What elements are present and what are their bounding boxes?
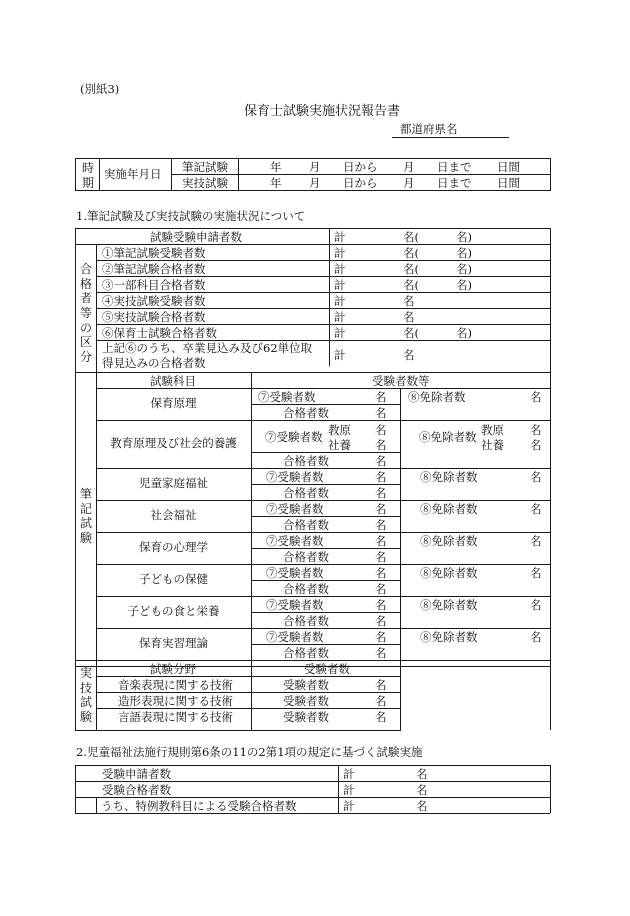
practical-unit: 名 <box>375 678 387 692</box>
rule-v <box>338 765 339 813</box>
exempt-label: ⑧免除者数 <box>420 534 478 548</box>
group-row-close: 名) <box>456 278 472 292</box>
unit: 名 <box>375 630 387 644</box>
period-month2: 月 <box>403 160 415 174</box>
rule-h <box>75 813 550 814</box>
rule-v <box>400 564 401 596</box>
rule-h <box>96 468 550 469</box>
group-row-unit: 名 <box>403 294 415 308</box>
rule-v <box>96 797 97 813</box>
unit: 名 <box>530 566 542 580</box>
group-row-kei: 計 <box>334 294 346 308</box>
group-row-unit: 名( <box>403 278 419 292</box>
subject-name: 保育原理 <box>150 396 197 410</box>
practical-field-header: 試験分野 <box>150 662 196 676</box>
period-side-label: 時期 <box>81 161 94 190</box>
subject-name: 教育原理及び社会的養護 <box>110 436 237 450</box>
rule-h <box>75 781 550 782</box>
rule-h <box>96 628 550 629</box>
rule-v <box>251 660 252 730</box>
rule-h <box>96 388 550 389</box>
unit: 名 <box>530 470 542 484</box>
section2-row-unit: 名 <box>416 783 428 797</box>
rule-h <box>75 228 550 229</box>
unit: 名 <box>375 518 387 532</box>
group-row-label: ⑥保育士試験合格者数 <box>102 326 217 340</box>
shayo-label: 社養 <box>328 438 351 452</box>
unit: 名 <box>375 646 387 660</box>
rule-h <box>96 596 550 597</box>
unit: 名 <box>530 534 542 548</box>
rule-v <box>550 765 551 813</box>
unit: 名 <box>375 486 387 500</box>
subject-name: 保育実習理論 <box>139 636 208 650</box>
examinees-label: ⑦受験者数 <box>266 502 324 516</box>
exempt-label: ⑧免除者数 <box>420 598 478 612</box>
group-row-label: ②筆記試験合格者数 <box>102 262 206 276</box>
group-row-unit: 名 <box>403 310 415 324</box>
period-from: 日から <box>343 176 378 190</box>
unit: 名 <box>375 502 387 516</box>
rule-h <box>96 308 550 309</box>
special-row-line1: 上記⑥のうち、卒業見込み及び62単位取 <box>102 341 313 355</box>
special-row-unit: 名 <box>403 348 415 362</box>
period-days: 日間 <box>497 176 520 190</box>
written-side-label: 筆記試験 <box>79 487 92 545</box>
rule-v <box>550 660 551 730</box>
rule-h <box>96 692 400 693</box>
group-row-label: ③一部科目合格者数 <box>102 278 206 292</box>
group-row-close: 名) <box>456 246 472 260</box>
period-row-name: 筆記試験 <box>182 160 228 174</box>
period-until: 日まで <box>437 176 472 190</box>
rule-h <box>96 260 550 261</box>
section2-row-label: 受験申請者数 <box>102 767 171 781</box>
rule-h <box>96 324 550 325</box>
unit: 名 <box>375 406 387 420</box>
rule-h <box>96 420 550 421</box>
unit: 名 <box>530 630 542 644</box>
group-row-kei: 計 <box>334 262 346 276</box>
section1-heading: 1.筆記試験及び実技試験の実施状況について <box>76 209 306 223</box>
exempt-label: ⑧免除者数 <box>420 630 478 644</box>
rule-h <box>75 372 550 373</box>
group-row-kei: 計 <box>334 278 346 292</box>
examinees-label: ⑦受験者数 <box>266 470 324 484</box>
unit: 名 <box>530 598 542 612</box>
period-month: 月 <box>309 160 321 174</box>
period-until: 日まで <box>437 160 472 174</box>
attachment-label: (別紙3) <box>80 82 120 96</box>
rule-h <box>75 797 550 798</box>
subject-name: 保育の心理学 <box>139 540 208 554</box>
section2-row-unit: 名 <box>416 799 428 813</box>
group-row-unit: 名( <box>403 326 419 340</box>
unit: 名 <box>375 566 387 580</box>
group-row-unit: 名( <box>403 262 419 276</box>
period-row-name: 実技試験 <box>182 176 228 190</box>
practical-count-label: 受験者数 <box>283 694 329 708</box>
kyogen-label: 教原 <box>481 423 504 437</box>
period-row-label: 実施年月日 <box>104 167 162 181</box>
rule-h <box>251 452 400 453</box>
applicants-close: 名) <box>456 230 472 244</box>
section2-row-kei: 計 <box>343 783 355 797</box>
passed-label: 合格者数 <box>283 582 329 596</box>
practical-count-label: 受験者数 <box>283 710 329 724</box>
page-title: 保育士試験実施状況報告書 <box>244 104 401 119</box>
rule-h <box>75 765 550 766</box>
group-row-label: ④実技試験受験者数 <box>102 294 206 308</box>
group-row-kei: 計 <box>334 310 346 324</box>
rule-h <box>96 532 550 533</box>
exempt-label: ⑧免除者数 <box>419 430 477 444</box>
period-year: 年 <box>270 160 282 174</box>
period-month: 月 <box>309 176 321 190</box>
passed-label: 合格者数 <box>283 406 329 420</box>
group-row-kei: 計 <box>334 246 346 260</box>
passed-label: 合格者数 <box>283 550 329 564</box>
special-row-line2: 得見込みの合格者数 <box>102 356 206 370</box>
rule-h <box>96 676 400 677</box>
exempt-label: ⑧免除者数 <box>420 470 478 484</box>
group-row-close: 名) <box>456 262 472 276</box>
rule-h <box>251 484 400 485</box>
unit: 名 <box>375 423 387 437</box>
subject-name: 社会福祉 <box>150 508 197 522</box>
practical-field: 言語表現に関する技術 <box>118 710 233 724</box>
examinees-label: ⑦受験者数 <box>258 390 316 404</box>
rule-v <box>329 228 330 366</box>
practical-field: 音楽表現に関する技術 <box>118 678 233 692</box>
rule-v <box>75 660 76 730</box>
practical-side-label: 実技試験 <box>79 666 92 724</box>
group-side-label: 合格者等の区分 <box>79 262 92 364</box>
unit: 名 <box>375 534 387 548</box>
unit: 名 <box>375 390 387 404</box>
rule-h <box>75 244 550 245</box>
examinees-label: ⑦受験者数 <box>266 566 324 580</box>
period-days: 日間 <box>497 160 520 174</box>
written-subject-header: 試験科目 <box>150 374 196 388</box>
exempt-label: ⑧免除者数 <box>408 390 466 404</box>
unit: 名 <box>375 550 387 564</box>
section2-row-kei: 計 <box>343 799 355 813</box>
rule-h <box>400 660 550 661</box>
period-month2: 月 <box>403 176 415 190</box>
rule-h <box>96 708 400 709</box>
examinees-label: ⑦受験者数 <box>266 598 324 612</box>
period-from: 日から <box>343 160 378 174</box>
rule-h <box>96 292 550 293</box>
rule-v <box>400 532 401 564</box>
rule-v <box>251 372 252 666</box>
section2-row-unit: 名 <box>416 767 428 781</box>
rule-v <box>400 420 401 468</box>
group-row-kei: 計 <box>334 326 346 340</box>
examinees-label: ⑦受験者数 <box>266 630 324 644</box>
unit: 名 <box>375 582 387 596</box>
rule-h <box>251 580 400 581</box>
rule-v <box>400 596 401 628</box>
rule-h <box>251 404 400 405</box>
section2-row-kei: 計 <box>343 767 355 781</box>
practical-count-label: 受験者数 <box>283 678 329 692</box>
passed-label: 合格者数 <box>283 486 329 500</box>
prefecture-label: 都道府県名 <box>400 122 458 136</box>
rule-h <box>251 612 400 613</box>
rule-h <box>251 644 400 645</box>
rule-v <box>400 500 401 532</box>
unit: 名 <box>375 614 387 628</box>
written-counts-header: 受験者数等 <box>372 374 430 388</box>
unit: 名 <box>530 438 542 452</box>
rule-v <box>400 468 401 500</box>
unit: 名 <box>530 502 542 516</box>
section2-row-label: 受験合格者数 <box>102 783 171 797</box>
rule-h <box>75 730 401 731</box>
rule-h <box>96 276 550 277</box>
subject-name: 子どもの保健 <box>139 572 208 586</box>
section2-heading: 2.児童福祉法施行規則第6条の11の2第1項の規定に基づく試験実施 <box>76 745 423 759</box>
rule-h <box>96 500 550 501</box>
unit: 名 <box>530 423 542 437</box>
section2-row-label: うち、特例教科目による受験合格者数 <box>101 799 297 813</box>
passed-label: 合格者数 <box>283 614 329 628</box>
unit: 名 <box>375 454 387 468</box>
rule-v <box>96 660 97 730</box>
unit: 名 <box>375 598 387 612</box>
subject-name: 児童家庭福祉 <box>139 476 208 490</box>
practical-unit: 名 <box>375 710 387 724</box>
applicants-label: 試験受験申請者数 <box>150 230 242 244</box>
practical-field: 造形表現に関する技術 <box>118 694 233 708</box>
practical-counts-header: 受験者数 <box>304 662 350 676</box>
applicants-kei: 計 <box>334 230 346 244</box>
examinees-label: ⑦受験者数 <box>265 430 323 444</box>
kyogen-label: 教原 <box>328 423 351 437</box>
period-year: 年 <box>270 176 282 190</box>
group-row-label: ⑤実技試験合格者数 <box>102 310 206 324</box>
group-row-label: ①筆記試験受験者数 <box>102 246 206 260</box>
prefecture-underline <box>392 137 509 138</box>
examinees-label: ⑦受験者数 <box>266 534 324 548</box>
rule-v <box>75 228 76 666</box>
rule-h <box>251 548 400 549</box>
rule-v <box>400 660 401 730</box>
unit: 名 <box>375 470 387 484</box>
rule-v <box>400 388 401 420</box>
rule-h <box>251 516 400 517</box>
passed-label: 合格者数 <box>283 518 329 532</box>
unit: 名 <box>530 390 542 404</box>
group-row-close: 名) <box>456 326 472 340</box>
passed-label: 合格者数 <box>283 646 329 660</box>
applicants-unit: 名( <box>403 230 419 244</box>
rule-v <box>400 628 401 660</box>
shayo-label: 社養 <box>481 438 504 452</box>
rule-v <box>75 765 76 813</box>
exempt-label: ⑧免除者数 <box>420 502 478 516</box>
rule-h <box>96 564 550 565</box>
practical-unit: 名 <box>375 694 387 708</box>
subject-name: 子どもの食と栄養 <box>127 604 220 618</box>
unit: 名 <box>375 438 387 452</box>
exempt-label: ⑧免除者数 <box>420 566 478 580</box>
passed-label: 合格者数 <box>283 454 329 468</box>
rule-v <box>550 228 551 666</box>
special-row-kei: 計 <box>334 348 346 362</box>
group-row-unit: 名( <box>403 246 419 260</box>
